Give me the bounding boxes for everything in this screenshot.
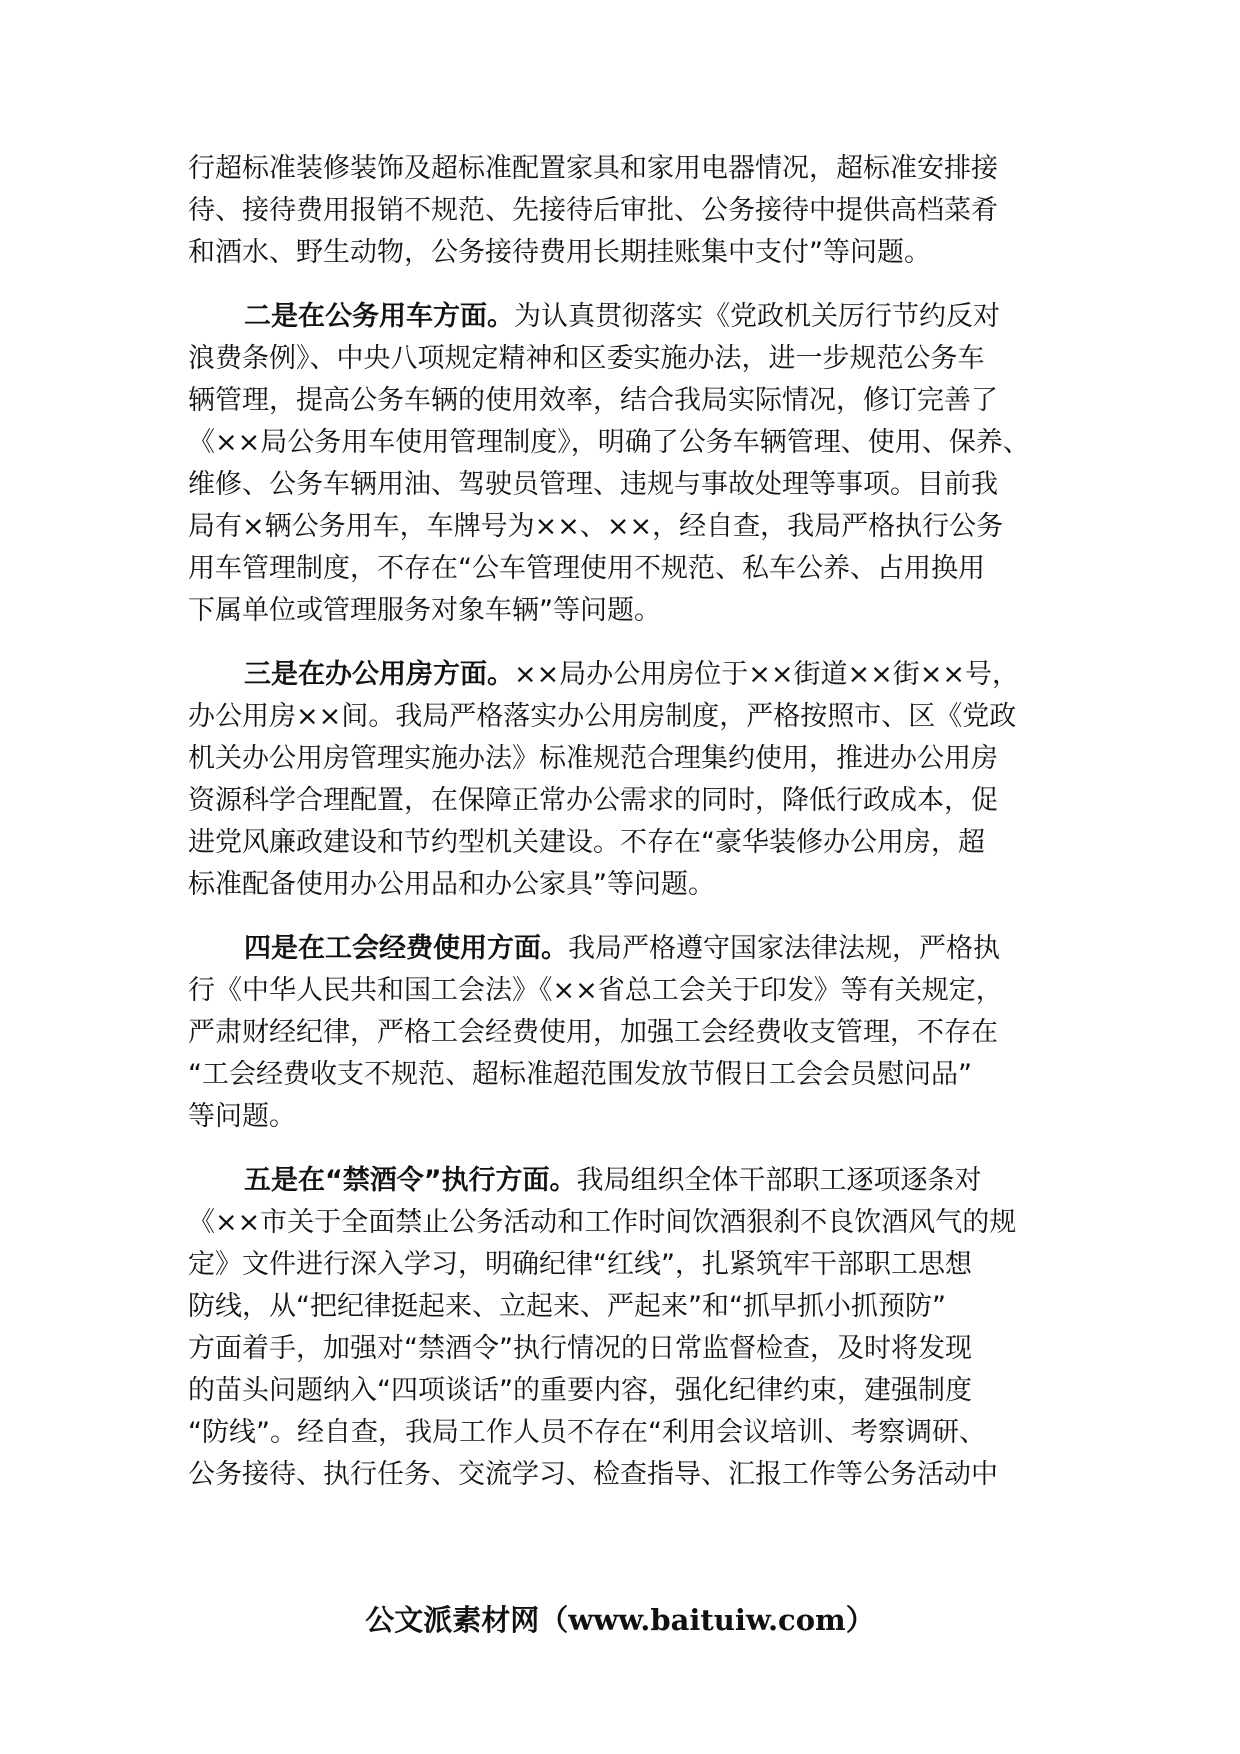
paragraph-line: 严肃财经纪律，严格工会经费使用，加强工会经费收支管理，不存在 xyxy=(188,1017,998,1048)
paragraph-first-line xyxy=(188,296,1068,338)
paragraph-official-vehicles xyxy=(188,296,1068,632)
paragraph-alcohol-ban xyxy=(188,1160,1068,1496)
paragraph-line: 维修、公务车辆用油、驾驶员管理、违规与事故处理等事项。目前我 xyxy=(188,469,998,500)
document-body xyxy=(188,148,1068,1518)
paragraph-line: 资源科学合理配置，在保障正常办公需求的同时，降低行政成本，促 xyxy=(188,785,998,816)
paragraph-lead: 三是在办公用房方面。 xyxy=(244,659,514,690)
paragraph-line: 公务接待、执行任务、交流学习、检查指导、汇报工作等公务活动中 xyxy=(188,1459,998,1490)
paragraph-line: 进党风廉政建设和节约型机关建设。不存在“豪华装修办公用房，超 xyxy=(188,827,985,858)
paragraph-line: 机关办公用房管理实施办法》标准规范合理集约使用，推进办公用房 xyxy=(188,743,998,774)
paragraph-line: 《××局公务用车使用管理制度》，明确了公务车辆管理、使用、保养、 xyxy=(188,427,1030,458)
paragraph-line-text: 我局严格遵守国家法律法规，严格执 xyxy=(568,933,1000,964)
paragraph-office-space xyxy=(188,654,1068,906)
paragraph-line: 方面着手，加强对“禁酒令”执行情况的日常监督检查，及时将发现 xyxy=(188,1333,972,1364)
paragraph-line: 的苗头问题纳入“四项谈话”的重要内容，强化纪律约束，建强制度 xyxy=(188,1375,972,1406)
paragraph-first-line xyxy=(188,1160,1068,1202)
paragraph-line: 浪费条例》、中央八项规定精神和区委实施办法，进一步规范公务车 xyxy=(188,343,985,374)
paragraph-lead: 二是在公务用车方面。 xyxy=(244,301,514,332)
paragraph-line: “防线”。经自查，我局工作人员不存在“利用会议培训、考察调研、 xyxy=(188,1417,986,1448)
paragraph-line: 行超标准装修装饰及超标准配置家具和家用电器情况，超标准安排接 xyxy=(188,153,998,184)
paragraph-line: 用车管理制度，不存在“公车管理使用不规范、私车公养、占用换用 xyxy=(188,553,985,584)
paragraph-union-funds xyxy=(188,928,1068,1138)
paragraph-first-line xyxy=(188,928,1068,970)
paragraph-line-text: 为认真贯彻落实《党政机关厉行节约反对 xyxy=(514,301,1000,332)
paragraph-line: 辆管理，提高公务车辆的使用效率，结合我局实际情况，修订完善了 xyxy=(188,385,998,416)
paragraph-line: 行《中华人民共和国工会法》《××省总工会关于印发》等有关规定， xyxy=(188,975,1003,1006)
paragraph-lead: 四是在工会经费使用方面。 xyxy=(244,933,568,964)
paragraph-line: 防线，从“把纪律挺起来、立起来、严起来”和“抓早抓小抓预防” xyxy=(188,1291,946,1322)
paragraph-line: 标准配备使用办公用品和办公家具”等问题。 xyxy=(188,869,715,900)
paragraph-continuation xyxy=(188,148,1068,274)
paragraph-line: 下属单位或管理服务对象车辆”等问题。 xyxy=(188,595,661,626)
paragraph-line: 办公用房××间。我局严格落实办公用房制度，严格按照市、区《党政 xyxy=(188,701,1017,732)
paragraph-line: 定》文件进行深入学习，明确纪律“红线”，扎紧筑牢干部职工思想 xyxy=(188,1249,972,1280)
paragraph-line: “工会经费收支不规范、超标准超范围发放节假日工会会员慰问品” xyxy=(188,1059,972,1090)
paragraph-line: 局有×辆公务用车，车牌号为××、××，经自查，我局严格执行公务 xyxy=(188,511,1004,542)
paragraph-line: 等问题。 xyxy=(188,1101,296,1132)
paragraph-line: 待、接待费用报销不规范、先接待后审批、公务接待中提供高档菜肴 xyxy=(188,195,998,226)
paragraph-line: 《××市关于全面禁止公务活动和工作时间饮酒狠刹不良饮酒风气的规 xyxy=(188,1207,1017,1238)
paragraph-first-line xyxy=(188,654,1068,696)
paragraph-line-text: ××局办公用房位于××街道××街××号， xyxy=(514,659,1019,690)
paragraph-line-text: 我局组织全体干部职工逐项逐条对 xyxy=(576,1165,982,1196)
paragraph-lead: 五是在“禁酒令”执行方面。 xyxy=(244,1165,577,1196)
footer-watermark: 公文派素材网（www.baituiw.com） xyxy=(365,1603,875,1637)
paragraph-line: 和酒水、野生动物，公务接待费用长期挂账集中支付”等问题。 xyxy=(188,237,931,268)
